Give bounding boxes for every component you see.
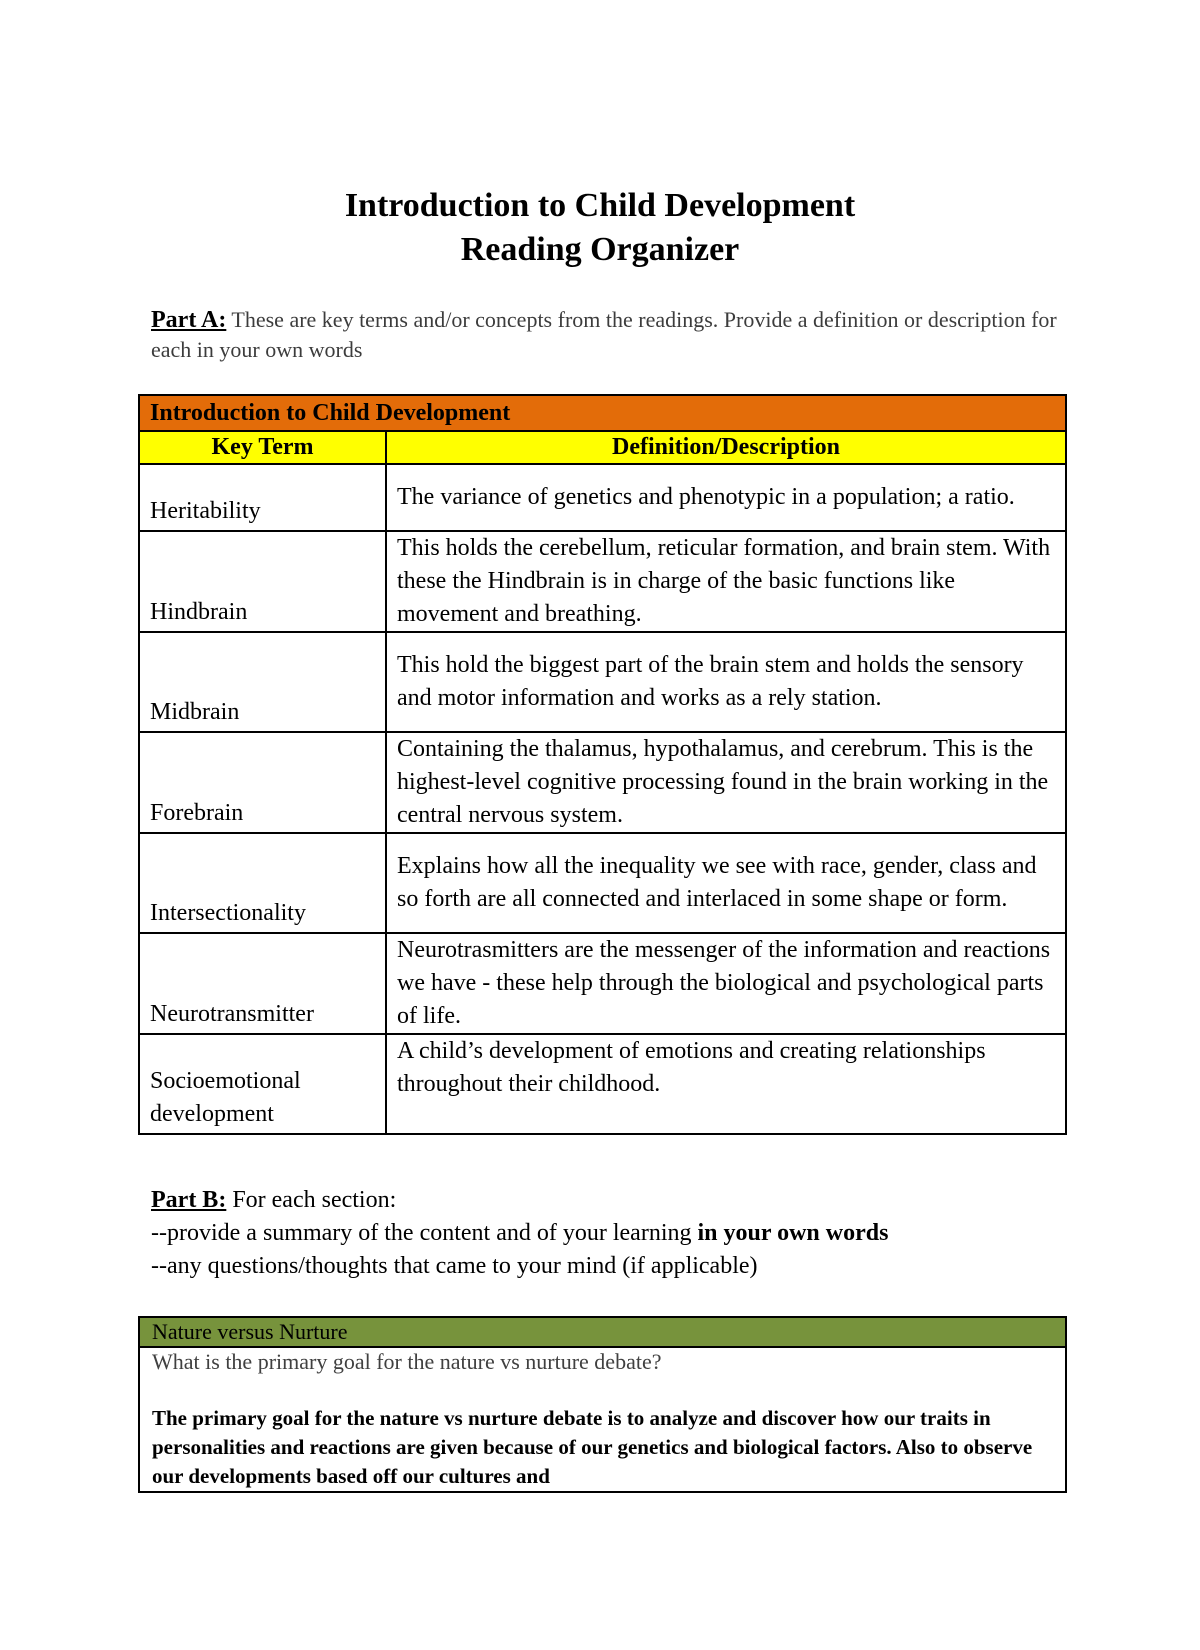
part-b-line-1-text: --provide a summary of the content and of your learning [151,1220,698,1246]
definition-cell: This holds the cerebellum, reticular formation, and brain stem. With these the Hindbrain is in charge of the basic functions like movement and breathing. [386,531,1066,632]
key-terms-table [138,394,1067,1135]
nature-nurture-answer: The primary goal for the nature vs nurture debate is to analyze and discover how our traits in personalities and reactions are given because of our genetics and biological factors. Also to observe our developments based off our cultures and [152,1406,1033,1488]
term-cell: Hindbrain [139,531,386,632]
key-terms-section-title: Introduction to Child Development [139,395,1066,431]
part-b-line-1 [151,1217,1081,1250]
part-b-label: Part B: [151,1187,227,1213]
definition-cell: A child’s development of emotions and creating relationships throughout their childhood. [386,1034,1066,1134]
definition-cell: The variance of genetics and phenotypic in a population; a ratio. [386,464,1066,531]
part-b-intro: For each section: [226,1187,397,1213]
part-b-line-2: --any questions/thoughts that came to your mind (if applicable) [151,1253,758,1279]
definition-cell: Containing the thalamus, hypothalamus, and cerebrum. This is the highest-level cognitive processing found in the brain working in the central nervous system. [386,732,1066,833]
nature-nurture-table [138,1316,1067,1493]
definition-cell: Explains how all the inequality we see with race, gender, class and so forth are all connected and interlaced in some shape or form. [386,833,1066,933]
part-a-instructions [151,305,1061,365]
term-cell: Midbrain [139,632,386,732]
nature-nurture-section-title: Nature versus Nurture [139,1317,1066,1347]
part-b-instructions [151,1184,1081,1283]
table-row [139,933,1066,1034]
table-row [139,464,1066,531]
table-row [139,531,1066,632]
term-cell: Heritability [139,464,386,531]
definition-cell: This hold the biggest part of the brain stem and holds the sensory and motor information and works as a rely station. [386,632,1066,732]
term-cell: Neurotransmitter [139,933,386,1034]
table-row [139,632,1066,732]
title-line-1: Introduction to Child Development [344,187,856,224]
part-b-line-1-bold: in your own words [697,1220,889,1246]
definition-cell: Neurotrasmitters are the messenger of the information and reactions we have - these help through the biological and psychological parts of life. [386,933,1066,1034]
nature-nurture-question: What is the primary goal for the nature vs nurture debate? [152,1349,662,1374]
nature-nurture-body [139,1347,1066,1492]
table-row [139,1034,1066,1134]
term-cell: Forebrain [139,732,386,833]
title-line-2: Reading Organizer [460,231,740,268]
table-row [139,833,1066,933]
column-header-definition: Definition/Description [386,431,1066,464]
term-cell: Intersectionality [139,833,386,933]
term-cell: Socioemotional development [139,1034,386,1134]
document-title [0,184,1200,272]
column-header-key-term: Key Term [139,431,386,464]
part-b-heading [151,1184,1081,1217]
table-row [139,732,1066,833]
part-a-label: Part A: [151,307,227,333]
part-a-text: These are key terms and/or concepts from the readings. Provide a definition or description for each in your own words [151,307,1057,362]
